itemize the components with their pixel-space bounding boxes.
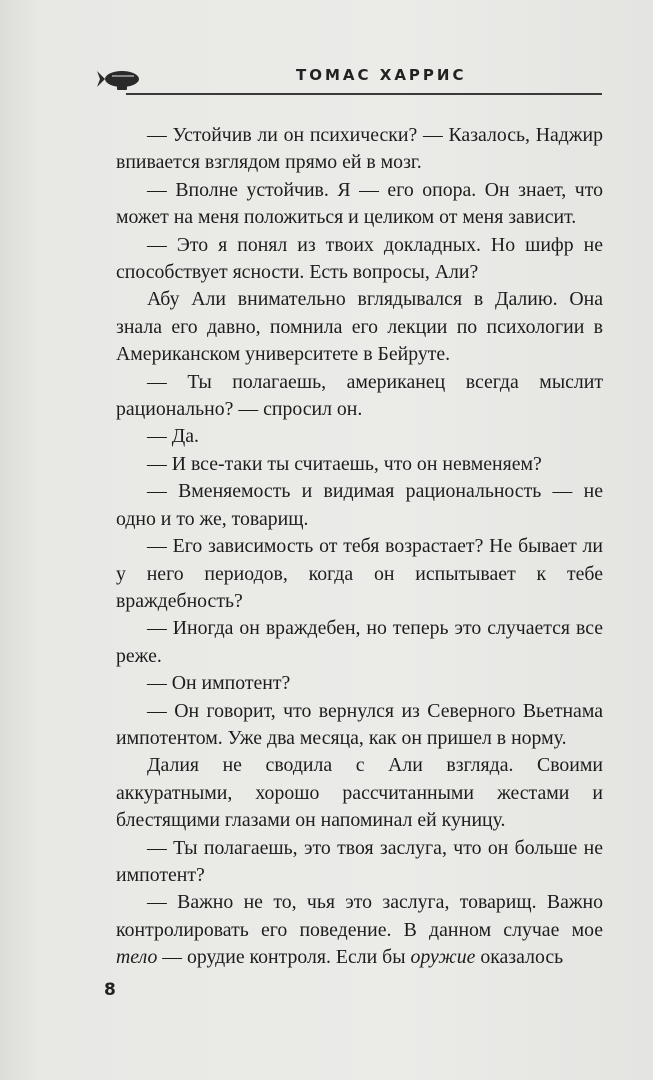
italic-run: оружие xyxy=(410,946,476,969)
paragraph xyxy=(116,533,603,615)
text-run: — орудие контроля. Если бы xyxy=(157,946,411,969)
paragraph xyxy=(116,369,603,424)
paragraph xyxy=(116,286,603,368)
italic-run: тело xyxy=(116,946,158,969)
paragraph xyxy=(116,698,603,753)
text-run: — Устойчив ли он психически? — Казалось, Наджир впивается взглядом прямо ей в мозг. xyxy=(116,124,603,174)
header-author: ТОМАС ХАРРИС xyxy=(296,66,467,84)
paragraph xyxy=(116,835,603,890)
page-number: 8 xyxy=(104,980,116,1000)
text-run: — Он говорит, что вернулся из Северного Вьетнама импотентом. Уже два месяца, как он пришел в норму. xyxy=(116,699,603,749)
text-run: — Важно не то, чья это заслуга, товарищ. Важно контролировать его поведение. В данном случае мое xyxy=(116,891,603,941)
text-run: — Ты полагаешь, это твоя заслуга, что он больше не импотент? xyxy=(116,836,603,886)
paragraph xyxy=(116,177,603,232)
text-run: — Ты полагаешь, американец всегда мыслит рационально? — спросил он. xyxy=(116,370,603,421)
text-run: — Да. xyxy=(147,425,199,448)
text-run: — Он импотент? xyxy=(147,672,291,695)
body-text xyxy=(116,122,603,972)
text-run: — Вполне устойчив. Я — его опора. Он знает, что может на меня положиться и целиком от меня зависит. xyxy=(116,178,603,229)
text-run: — Иногда он враждебен, но теперь это случается все реже. xyxy=(116,617,603,667)
running-header xyxy=(96,62,606,104)
header-rule xyxy=(126,93,602,95)
paragraph xyxy=(116,670,603,697)
text-run: — И все-таки ты считаешь, что он невменяем? xyxy=(147,452,542,475)
paragraph xyxy=(116,752,603,834)
paragraph xyxy=(116,451,603,478)
text-run: — Его зависимость от тебя возрастает? Не бывает ли у него периодов, когда он испытывает к тебе враждебность? xyxy=(116,535,603,612)
text-run: Далия не сводила с Али взгляда. Своими аккуратными, хорошо рассчитанными жестами и блестящими глазами он напоминал ей куницу. xyxy=(116,754,603,832)
text-run: — Вменяемость и видимая рациональность — не одно и то же, товарищ. xyxy=(116,480,603,530)
paragraph xyxy=(116,122,603,177)
text-run: Абу Али внимательно вглядывался в Далию. Она знала его давно, помнила его лекции по психологии в Американском университете в Бейруте. xyxy=(116,288,603,366)
paragraph xyxy=(116,889,603,971)
paragraph xyxy=(116,232,603,287)
paragraph xyxy=(116,478,603,533)
paragraph xyxy=(116,423,603,450)
text-run: — Это я понял из твоих докладных. Но шифр не способствует ясности. Есть вопросы, Али? xyxy=(116,233,603,284)
text-run: оказалось xyxy=(475,946,564,969)
paragraph xyxy=(116,615,603,670)
airship-icon xyxy=(96,67,146,93)
